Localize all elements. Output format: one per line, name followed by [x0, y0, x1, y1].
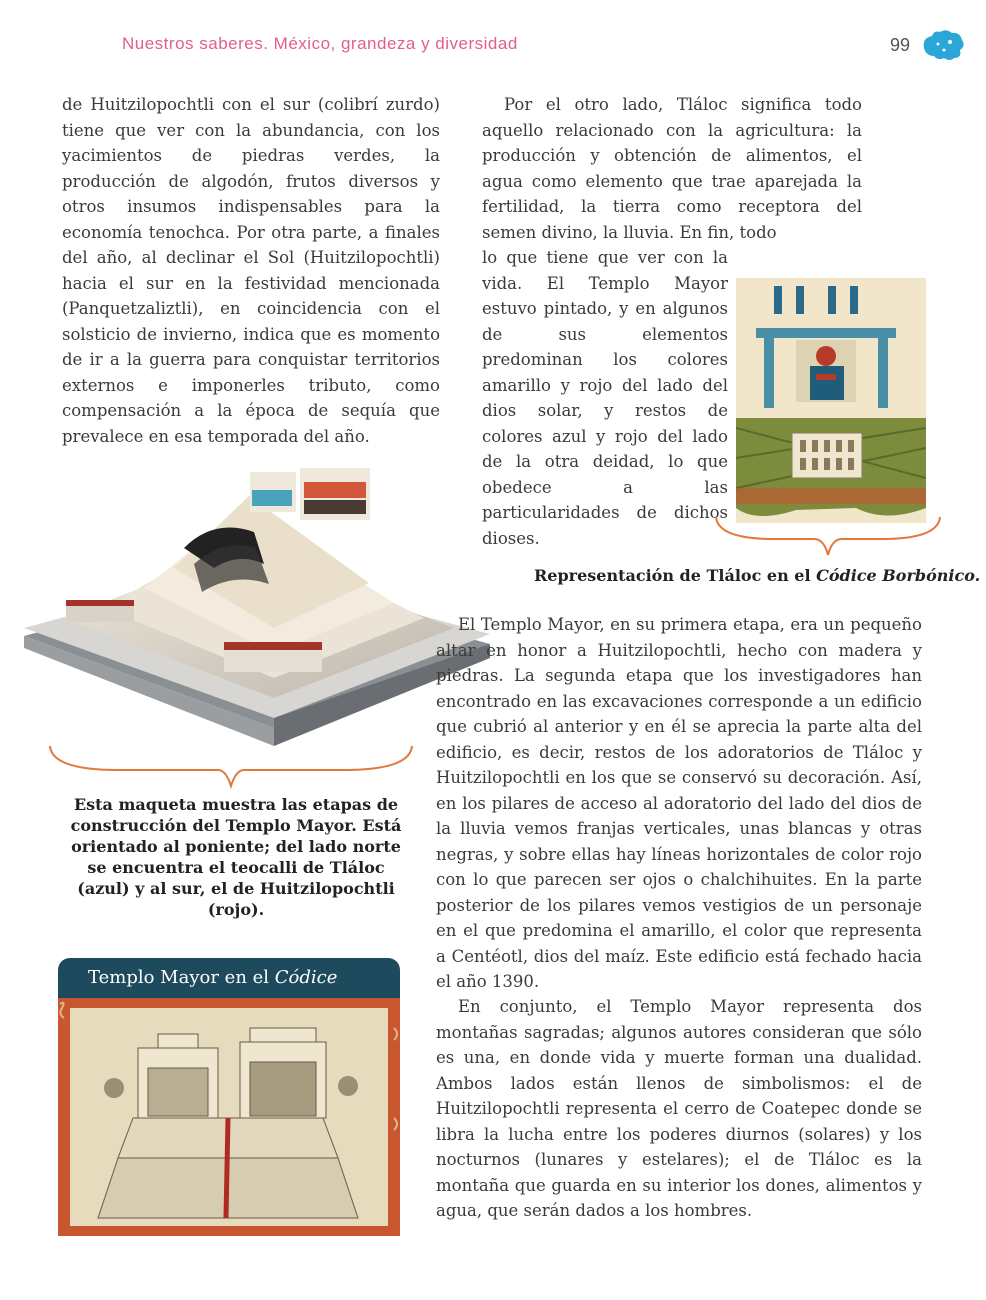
body-paragraph: Por el otro lado, Tláloc significa todo aquello relacionado con la agricultura: la producción y obtención de alimentos, el agua como elemento que trae aparejada la fertilidad, la tierra como receptora del semen divino, la lluvia. En fin, todo	[482, 95, 862, 242]
codex-duran-image	[58, 998, 400, 1236]
running-title: Nuestros saberes. México, grandeza y diversidad	[122, 34, 518, 53]
caption-brace	[48, 744, 414, 790]
body-paragraph: lo que tiene que ver con la vida. El Templo Mayor estuvo pintado, y en algunos de sus elementos predominan los colores amarillo y rojo del lado del dios solar, y restos de colores azul y rojo del lado de la otra deidad, lo que obedece a las particularidades de dichos dioses.	[482, 248, 728, 548]
body-paragraph: El Templo Mayor, en su primera etapa, era un pequeño altar en honor a Huitzilopochtli, hecho con madera y piedras. La segunda etapa que los investigadores han encontrado en las excavaciones corresponde a un edificio que cubrió al anterior y en él se aprecia la parte alta del edificio, es decir, restos de los adoratorios de Tláloc y Huitzilopochtli en los que se conservó su decoración. Así, en los pilares de acceso al adoratorio del lado del dios de la lluvia vemos franjas verticales, unas blancas y otras negras, y sobre ellas hay líneas horizontales de color rojo con lo que parecen ser ojos o chalchihuites. En la parte posterior de los pilares vemos vestigios de un personaje en el que predomina el amarillo, el color que representa a Centéotl, dios del maíz. Este edificio está fechado hacia el año 1390.	[436, 615, 922, 991]
jaguar-head-icon	[920, 28, 966, 64]
tlaloc-codex-image	[736, 278, 926, 523]
duran-title: Templo Mayor en el Códice	[58, 958, 400, 998]
templo-mayor-model-image	[24, 468, 490, 746]
body-paragraph: de Huitzilopochtli con el sur (colibrí zurdo) tiene que ver con la abundancia, con los yacimientos de piedras verdes, la producción de algodón, frutos diversos y otros insumos indispensables para la economía tenochca. Por otra parte, a finales del año, al declinar el Sol (Huitzilopochtli) hacia el sur en la festividad mencionada (Panquetzaliztli), en coincidencia con el solsticio de invierno, indica que es momento de ir a la guerra para conquistar territorios externos e imponerles tributo, como compensación a la época de sequía que prevalece en esa temporada del año.	[62, 95, 440, 446]
body-paragraph: En conjunto, el Templo Mayor representa dos montañas sagradas; algunos autores consideran que sólo es una, en donde vida y muerte forman una dualidad. Ambos lados están llenos de simbolismos: el de Huitzilopochtli representa el cerro de Coatepec donde se libra la lucha entre los poderes diurnos (solares) y los nocturnos (lunares y estelares); el de Tláloc es la montaña que guarda en su interior los dones, alimentos y agua, que serán dados a los hombres.	[436, 997, 922, 1220]
model-caption: Esta maqueta muestra las etapas de construcción del Templo Mayor. Está orientado al poniente; del lado norte se encuentra el teocalli de Tláloc (azul) y al sur, el de Huitzilopochtli (rojo).	[70, 795, 402, 919]
caption-brace	[714, 515, 942, 559]
duran-figure	[58, 958, 400, 1236]
page-number: 99	[890, 35, 911, 55]
tlaloc-caption: Representación de Tláloc en el Códice Borbónico.	[534, 566, 981, 585]
